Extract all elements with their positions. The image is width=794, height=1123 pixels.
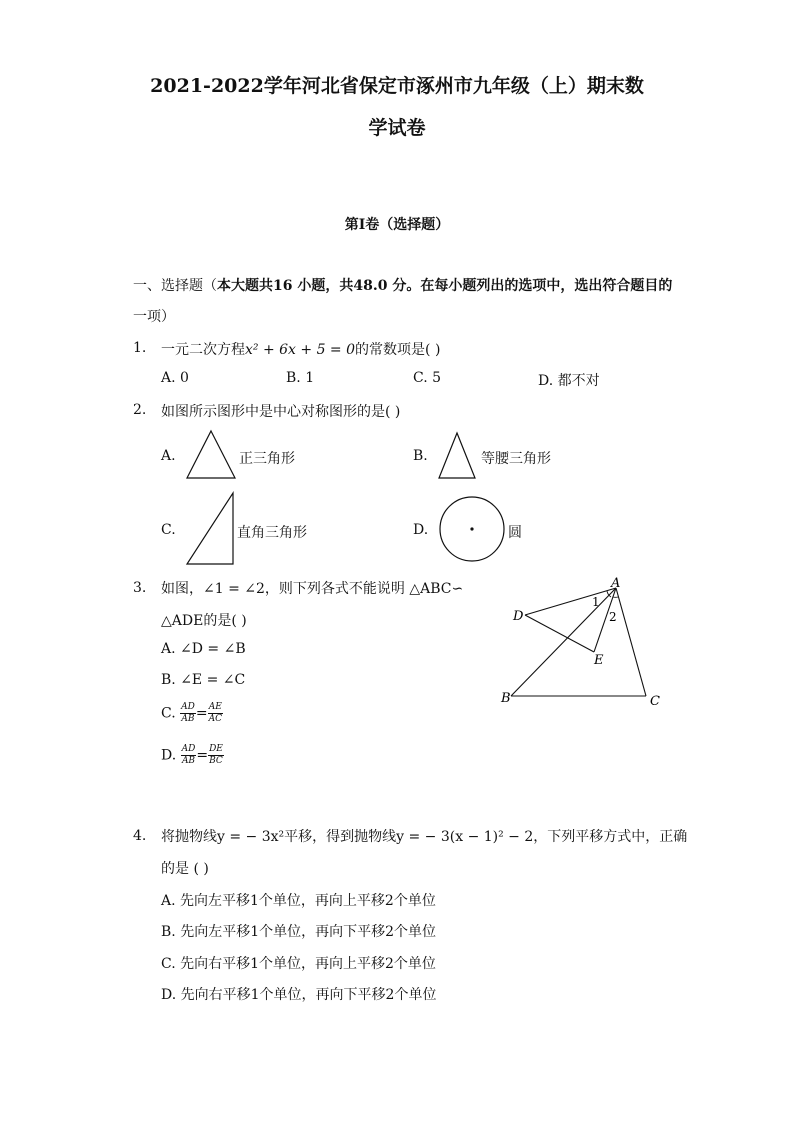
q4-number: 4. xyxy=(133,828,147,844)
isosceles-triangle-figure xyxy=(436,431,478,481)
equilateral-triangle-figure xyxy=(185,429,237,481)
q4-option-a[interactable]: A. 先向左平移1个单位，再向上平移2个单位 xyxy=(161,893,436,909)
q3-stem-line2: △ADE的是( ) xyxy=(161,613,247,629)
q3-option-b[interactable]: B. ∠E = ∠C xyxy=(161,672,246,688)
q1-option-a[interactable]: A. 0 xyxy=(161,370,189,386)
q1-stem xyxy=(161,339,440,359)
q2-number: 2. xyxy=(133,402,147,418)
q2-option-d-letter[interactable]: D. xyxy=(413,522,429,538)
q1-stem-b: 的常数项是( ) xyxy=(355,342,441,358)
right-triangle-figure xyxy=(185,491,235,567)
fraction-numerator: AD xyxy=(181,744,196,754)
q2-option-c-letter[interactable]: C. xyxy=(161,522,176,538)
label-e: E xyxy=(594,653,604,668)
q2-option-d-text: 圆 xyxy=(508,525,522,541)
part-heading-body: 本大题共16 小题，共48.0 分。在每小题列出的选项中，选出符合题目的 xyxy=(217,278,673,294)
q2-option-c-text: 直角三角形 xyxy=(237,525,307,541)
fraction-denominator: AC xyxy=(208,714,222,724)
fraction-numerator: AE xyxy=(208,702,222,712)
part-heading-prefix: 一、选择题（ xyxy=(133,278,217,294)
label-c: C xyxy=(650,694,660,709)
label-d: D xyxy=(513,609,524,624)
segment-ab xyxy=(511,588,616,696)
q3-option-a[interactable]: A. ∠D = ∠B xyxy=(161,641,246,657)
fraction-ad-ab xyxy=(181,744,197,767)
q1-option-d[interactable]: D. 都不对 xyxy=(538,373,600,389)
fraction-denominator: AB xyxy=(181,756,196,766)
part-heading-line2: 一项） xyxy=(133,309,175,325)
fraction-denominator: AB xyxy=(181,714,195,724)
q1-option-c[interactable]: C. 5 xyxy=(413,370,442,386)
exam-title-line1: 2021-2022学年河北省保定市涿州市九年级（上）期末数 xyxy=(150,75,644,97)
label-b: B xyxy=(501,691,511,706)
q1-stem-a: 一元二次方程 xyxy=(161,342,245,358)
q2-option-a-text: 正三角形 xyxy=(239,451,295,467)
label-angle-2: 2 xyxy=(609,610,617,624)
q3-option-d[interactable] xyxy=(161,744,224,767)
label-angle-1: 1 xyxy=(592,595,600,609)
equals-sign: = xyxy=(196,747,209,764)
label-a: A xyxy=(611,576,621,591)
q4-stem-line2: 的是 ( ) xyxy=(161,861,209,877)
fraction-ad-ab xyxy=(180,702,196,725)
q3-option-c-letter: C. xyxy=(161,705,176,722)
similar-triangles-figure xyxy=(495,572,675,712)
q2-option-b-text: 等腰三角形 xyxy=(481,451,551,467)
fraction-de-bc xyxy=(208,744,224,767)
section-title: 第I卷（选择题） xyxy=(344,217,450,233)
segment-ac xyxy=(616,588,646,696)
q3-stem-line1: 如图，∠1 = ∠2，则下列各式不能说明 △ABC∽ xyxy=(161,581,464,597)
part-heading xyxy=(133,275,672,295)
fraction-ae-ac xyxy=(208,702,223,725)
fraction-denominator: BC xyxy=(209,756,223,766)
q3-number: 3. xyxy=(133,580,147,596)
q1-option-b[interactable]: B. 1 xyxy=(286,370,315,386)
q1-number: 1. xyxy=(133,340,147,356)
q2-option-b-letter[interactable]: B. xyxy=(413,448,428,464)
equals-sign: = xyxy=(195,705,208,722)
q4-option-c[interactable]: C. 先向右平移1个单位，再向上平移2个单位 xyxy=(161,956,436,972)
q2-stem: 如图所示图形中是中心对称图形的是( ) xyxy=(161,404,401,420)
q2-option-a-letter[interactable]: A. xyxy=(161,448,176,464)
fraction-numerator: DE xyxy=(209,744,223,754)
q3-option-d-letter: D. xyxy=(161,747,177,764)
q4-option-d[interactable]: D. 先向右平移1个单位，再向下平移2个单位 xyxy=(161,987,437,1003)
q3-option-c[interactable] xyxy=(161,702,223,725)
fraction-numerator: AD xyxy=(181,702,195,712)
q4-option-b[interactable]: B. 先向左平移1个单位，再向下平移2个单位 xyxy=(161,924,437,940)
circle-figure xyxy=(438,495,506,563)
q4-stem-line1: 将抛物线y = − 3x²平移，得到抛物线y = − 3(x − 1)² − 2，下列平移方式中，正确 xyxy=(161,829,688,845)
q1-equation: x² + 6x + 5 = 0 xyxy=(245,342,356,358)
exam-title-line2: 学试卷 xyxy=(368,117,426,139)
